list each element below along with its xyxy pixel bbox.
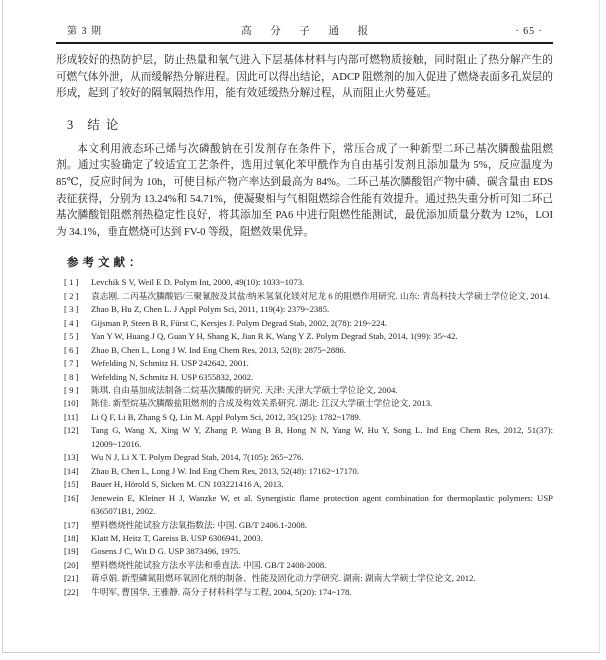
reference-text: Yan Y W, Huang J Q, Guan Y H, Shang K, Jian R K, Wang Y Z. Polym Degrad Stab, 2014, 1(99): 35~42. bbox=[91, 331, 458, 342]
body-paragraph-continuation: 形成较好的热防护层，防止热量和氧气进入下层基体材料与内部可燃物质接触，同时阻止了热分解产生的可燃气体外泄，从而缓解热分解进程。因此可以得出结论，ADCP 阻燃剂的加入促进了燃烧表面多孔炭层的形成，起到了较好的隔氧隔热作用，能有效延缓热分解过程，从而阻止火势蔓延。 bbox=[56, 55, 553, 100]
reference-text: Bauer H, Hörold S, Sicken M. CN 103221416 A, 2013. bbox=[91, 479, 284, 490]
section-title: 结论 bbox=[87, 117, 125, 132]
reference-number: [20] bbox=[64, 559, 79, 570]
reference-number: [ 8 ] bbox=[64, 371, 79, 382]
reference-text: Zhao B, Chen L, Long J W. Ind Eng Chem Res, 2013, 52(8): 2875~2886. bbox=[91, 344, 346, 355]
reference-item bbox=[64, 465, 553, 478]
reference-item bbox=[64, 532, 553, 545]
reference-text: Wefelding N, Schmitz H. USP 242642, 2001. bbox=[91, 358, 249, 369]
reference-number: [12] bbox=[64, 425, 79, 436]
reference-number: [22] bbox=[64, 586, 79, 597]
page-content bbox=[56, 0, 553, 599]
reference-text: Klatt M, Heitz T, Gareiss B. USP 6306941, 2003. bbox=[91, 532, 263, 543]
reference-item bbox=[64, 317, 553, 330]
journal-title: 高 分 子 通 报 bbox=[241, 26, 377, 37]
reference-item bbox=[64, 384, 553, 397]
reference-number: [ 4 ] bbox=[64, 317, 79, 328]
reference-number: [ 5 ] bbox=[64, 331, 79, 342]
reference-number: [17] bbox=[64, 519, 79, 530]
reference-text: Gijsman P, Steen B R, Fürst C, Kersjes J. Polym Degrad Stab, 2002, 2(78): 219~224. bbox=[91, 317, 387, 328]
reference-text: Tang G, Wang X, Xing W Y, Zhang P, Wang B B, Hong N N, Yang W, Hu Y, Song L. Ind Eng Chem Res, 2012, 51(37): 12009~12016. bbox=[91, 425, 553, 449]
reference-item bbox=[64, 411, 553, 424]
reference-item bbox=[64, 344, 553, 357]
reference-number: [21] bbox=[64, 573, 79, 584]
reference-item bbox=[64, 451, 553, 464]
reference-item bbox=[64, 290, 553, 303]
reference-text: 陈佳. 新型烷基次膦酸盐阻燃剂的合成及构效关系研究. 湖北: 江汉大学硕士学位论文, 2013. bbox=[91, 398, 433, 409]
reference-item bbox=[64, 519, 553, 532]
reference-item bbox=[64, 371, 553, 384]
reference-text: 蒋卓娟. 新型磷氮阻燃环氧固化剂的制备、性能及固化动力学研究. 湖南: 湖南大学硕士学位论文, 2012. bbox=[91, 573, 476, 584]
reference-text: Levchik S V, Weil E D. Polym Int, 2000, 49(10): 1033~1073. bbox=[91, 277, 305, 288]
reference-number: [ 3 ] bbox=[64, 304, 79, 315]
reference-item bbox=[64, 303, 553, 316]
reference-item bbox=[64, 478, 553, 491]
reference-text: Zhao B, Chen L, Long J W. Ind Eng Chem Res, 2013, 52(48): 17162~17170. bbox=[91, 465, 359, 476]
reference-text: 塑料燃烧性能试验方法水平法和垂直法. 中国. GB/T 2408-2008. bbox=[91, 559, 327, 570]
reference-text: Jenewein E, Kleiner H J, Wanzke W, et al. Synergistic flame protection agent combination for thermoplastic polymers: USP 6365071B1, 2002. bbox=[91, 492, 553, 517]
reference-item bbox=[64, 276, 553, 289]
reference-number: [14] bbox=[64, 465, 79, 476]
section-heading-conclusion bbox=[67, 115, 553, 133]
reference-text: Wu N J, Li X T. Polym Degrad Stab, 2014, 7(105): 265~276. bbox=[91, 452, 304, 463]
references-title: 参考文献： bbox=[67, 257, 145, 270]
section-number: 3 bbox=[67, 117, 74, 132]
header-rule bbox=[56, 42, 553, 44]
reference-number: [15] bbox=[64, 479, 79, 490]
reference-item bbox=[64, 424, 553, 451]
reference-number: [ 6 ] bbox=[64, 344, 79, 355]
reference-number: [11] bbox=[64, 411, 79, 422]
reference-text: Wefelding N, Schmitz H. USP 6355832, 2002. bbox=[91, 371, 254, 382]
reference-item bbox=[64, 492, 553, 519]
reference-text: Li Q F, Li B, Zhang S Q, Lin M. Appl Polym Sci, 2012, 35(125): 1782~1789. bbox=[91, 411, 361, 422]
reference-item bbox=[64, 572, 553, 585]
reference-number: [ 9 ] bbox=[64, 384, 79, 395]
reference-number: [13] bbox=[64, 452, 79, 463]
reference-item bbox=[64, 559, 553, 572]
reference-number: [ 1 ] bbox=[64, 277, 79, 288]
journal-issue: 第 3 期 bbox=[67, 26, 102, 37]
reference-number: [16] bbox=[64, 492, 79, 503]
reference-text: Zhao B, Hu Z, Chen L. J Appl Polym Sci, 2011, 119(4): 2379~2385. bbox=[91, 304, 330, 315]
reference-item bbox=[64, 357, 553, 370]
reference-text: 塑料燃烧性能试验方法氧指数法: 中国. GB/T 2406.1-2008. bbox=[91, 519, 308, 530]
reference-number: [18] bbox=[64, 532, 79, 543]
reference-number: [19] bbox=[64, 546, 79, 557]
scanned-page bbox=[2, 0, 600, 653]
reference-text: 袁志刚. 二丙基次膦酸铝/三聚氰胺及其盐/纳米氢氧化镁对尼龙 6 的阻燃作用研究. 山东: 青岛科技大学硕士学位论文, 2014. bbox=[91, 290, 550, 301]
reference-item bbox=[64, 545, 553, 558]
reference-item bbox=[64, 397, 553, 410]
conclusion-paragraph: 本文利用液态环己烯与次磷酸钠在引发剂存在条件下，常压合成了一种新型二环己基次膦酸盐阻燃剂。通过实验确定了较适宜工艺条件，选用过氧化苯甲酰作为自由基引发剂且添加量为 5%，反应温度为 85℃，反应时间为 10h，可使目标产物产率达到最高为 84%。二环己基次膦酸铝产物中磷、碳含量由 EDS 表征获得，分别为 13.24%和 54.71%，使凝聚相与气相阻燃综合性能有效提升。通过热失重分析可知二环己基次膦酸铝阻燃剂热稳定性良好，将其添加至 PA6 中进行阻燃性能测试，最优添加质量分数为 12%，LOI 为 34.1%，垂直燃烧可达到 FV-0 等级，阻燃效果优异。 bbox=[56, 143, 553, 238]
reference-number: [ 2 ] bbox=[64, 290, 79, 301]
reference-item bbox=[64, 330, 553, 343]
reference-number: [ 7 ] bbox=[64, 358, 79, 369]
page-header bbox=[56, 22, 553, 38]
page-number: · 65 · bbox=[515, 26, 543, 37]
reference-number: [10] bbox=[64, 398, 79, 409]
reference-text: 牛明军, 曹国华, 王雅静. 高分子材料科学与工程, 2004, 5(20): 174~178. bbox=[91, 586, 352, 597]
reference-list bbox=[64, 276, 553, 599]
reference-text: 陈琪. 自由基加成法制备二烷基次膦酸的研究. 天津: 天津大学硕士学位论文, 2004. bbox=[91, 384, 398, 395]
reference-text: Gosens J C, Wit D G. USP 3873496, 1975. bbox=[91, 546, 241, 557]
reference-item bbox=[64, 586, 553, 599]
